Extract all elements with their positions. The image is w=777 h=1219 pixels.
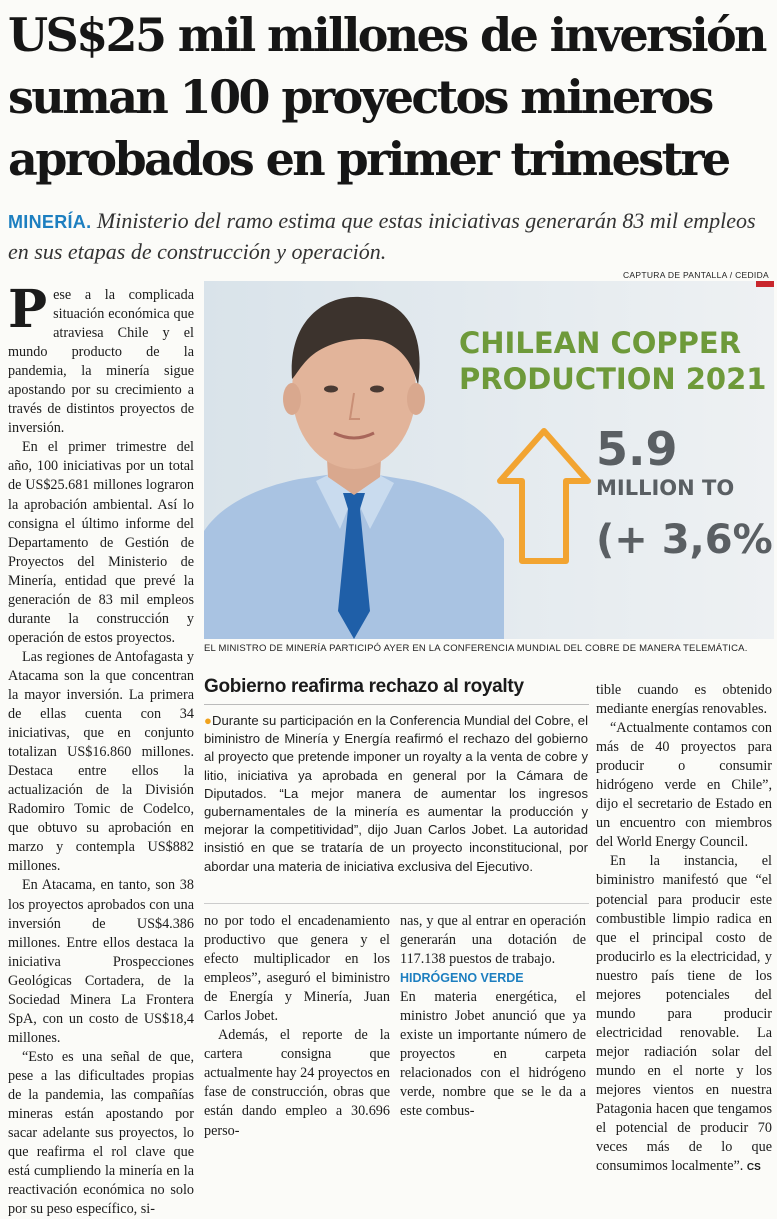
- screen-unit: MILLION TO: [596, 476, 735, 500]
- headline-line-2: suman 100 proyectos mineros: [8, 70, 712, 124]
- paragraph: Además, el reporte de la cartera consigna que actualmente hay 24 proyectos en fase de construcción, obras que están dando empleo a 30.696 perso-: [204, 1027, 390, 1139]
- headline-line-3: aprobados en primer trimestre: [8, 132, 729, 186]
- paragraph: En la instancia, el biministro manifestó que “el potencial para producir este combustible limpio radica en que el principal costo de producirlo es la electricidad, y nuestro país tiene de los mejores potenciales del mundo para producir electricidad renovable. La mejor radiación solar del mundo en el norte y los mejores vientos en nuestra Patagonia hacen que tengamos el potencial de producir 70 veces más de lo que consumimos localmente”. CS: [596, 853, 772, 1175]
- paragraph: En materia energética, el ministro Jobet anunció que ya existe un importante número de proyectos en carpeta relacionados con el hidrógeno verde, nombre que se le da a este combus-: [400, 989, 586, 1120]
- screen-title-2: PRODUCTION 2021: [459, 362, 767, 396]
- photo-credit: CAPTURA DE PANTALLA / CEDIDA: [622, 270, 769, 280]
- paragraph: no por todo el encadenamiento productivo que genera y el efecto multiplicador en los empleos”, aseguró el biministro de Energía y Minería, Juan Carlos Jobet.: [204, 913, 390, 1025]
- paragraph: nas, y que al entrar en operación generarán una dotación de 117.138 puestos de trabajo.: [400, 913, 586, 968]
- subhead: HIDRÓGENO VERDE: [400, 971, 524, 986]
- headline: [8, 4, 774, 190]
- deck: [8, 206, 770, 267]
- column-3: [400, 912, 586, 1122]
- screen-number: 5.9: [596, 422, 678, 476]
- paragraph: tible cuando es obtenido mediante energías renovables.: [596, 682, 772, 718]
- photo-caption: EL MINISTRO DE MINERÍA PARTICIPÓ AYER EN LA CONFERENCIA MUNDIAL DEL COBRE DE MANERA TELEMÁTICA.: [204, 643, 748, 654]
- bullet-icon: ●: [204, 713, 213, 728]
- column-4: [596, 681, 772, 1177]
- minister-video-still: [204, 281, 774, 639]
- paragraph: Las regiones de Antofagasta y Atacama son la que concentran la mayor inversión. La primera de ellas cuenta con 34 iniciativas, que en conjunto totalizan US$16.860 millones. Destaca entre ellos la actualización de la División Radomiro Tomic de Codelco, que obtuvo su aprobación en marzo y contempla US$882 millones.: [8, 648, 194, 875]
- divider: [204, 903, 589, 904]
- sidebar-box: [204, 712, 588, 876]
- paragraph: “Esto es una señal de que, pese a las dificultades propias de la pandemia, las compañías mineras están apostando por sacar adelante sus proyectos, lo que reafirma el rol clave que está cumpliendo la minería en la reactivación económica no solo por su peso específico, si-: [8, 1048, 194, 1218]
- sidebar-rule: [204, 704, 589, 705]
- sidebar-text: Durante su participación en la Conferencia Mundial del Cobre, el biministro de Minería y Energía reafirmó el rechazo del gobierno al proyecto que pretende imponer un royalty a la venta de cobre y litio, iniciativa ya aprobada en general por la Cámara de Diputados. “La mejor manera de aumentar los ingresos gubernamentales de la minería es aumentar la producción y mejorar la competitividad”, dijo Juan Carlos Jobet. La autoridad insistió en que se trataría de un proyecto inconstitucional, por abordar una materia de iniciativa exclusiva del Ejecutivo.: [204, 713, 588, 874]
- deck-text: Ministerio del ramo estima que estas iniciativas generarán 83 mil empleos en sus etapas de construcción y operación.: [8, 208, 756, 264]
- lead-photo: [204, 281, 774, 639]
- paragraph: Pese a la complicada situación económica que atraviesa Chile y el mundo producto de la pandemia, la minería sigue apostando por su crecimiento a través de distintos proyectos de inversión.: [8, 279, 194, 437]
- paragraph: “Actualmente contamos con más de 40 proyectos para producir o consumir hidrógeno verde en Chile”, dijo el secretario de Estado en un encuentro con miembros del World Energy Council.: [596, 720, 772, 851]
- paragraph: En Atacama, en tanto, son 38 los proyectos aprobados con una inversión de US$4.386 millones. Entre ellos destaca la iniciativa Prospecciones Geológicas Cortadera, de la Sociedad Minera La Frontera SpA, con un costo de US$18,4 millones.: [8, 877, 194, 1046]
- sidebar-title: Gobierno reafirma rechazo al royalty: [204, 676, 524, 697]
- paragraph: En el primer trimestre del año, 100 iniciativas por un total de US$25.681 millones lograron la aprobación ambiental. Así lo consigna el último informe del Departamento de Gestión de Proyectos del Ministerio de Minería, entidad que prevé la generación de 83 mil empleos durante la construcción y operación de estos proyectos.: [8, 439, 194, 646]
- screen-title-1: CHILEAN COPPER: [459, 326, 742, 360]
- drop-cap: P: [8, 279, 48, 340]
- headline-line-1: US$25 mil millones de inversión: [8, 8, 765, 62]
- end-mark: CS: [746, 1162, 761, 1174]
- section-kicker: MINERÍA.: [8, 212, 92, 232]
- screen-percentage: (+ 3,6%: [596, 517, 773, 563]
- column-1: [8, 279, 194, 1219]
- column-2: [204, 912, 390, 1141]
